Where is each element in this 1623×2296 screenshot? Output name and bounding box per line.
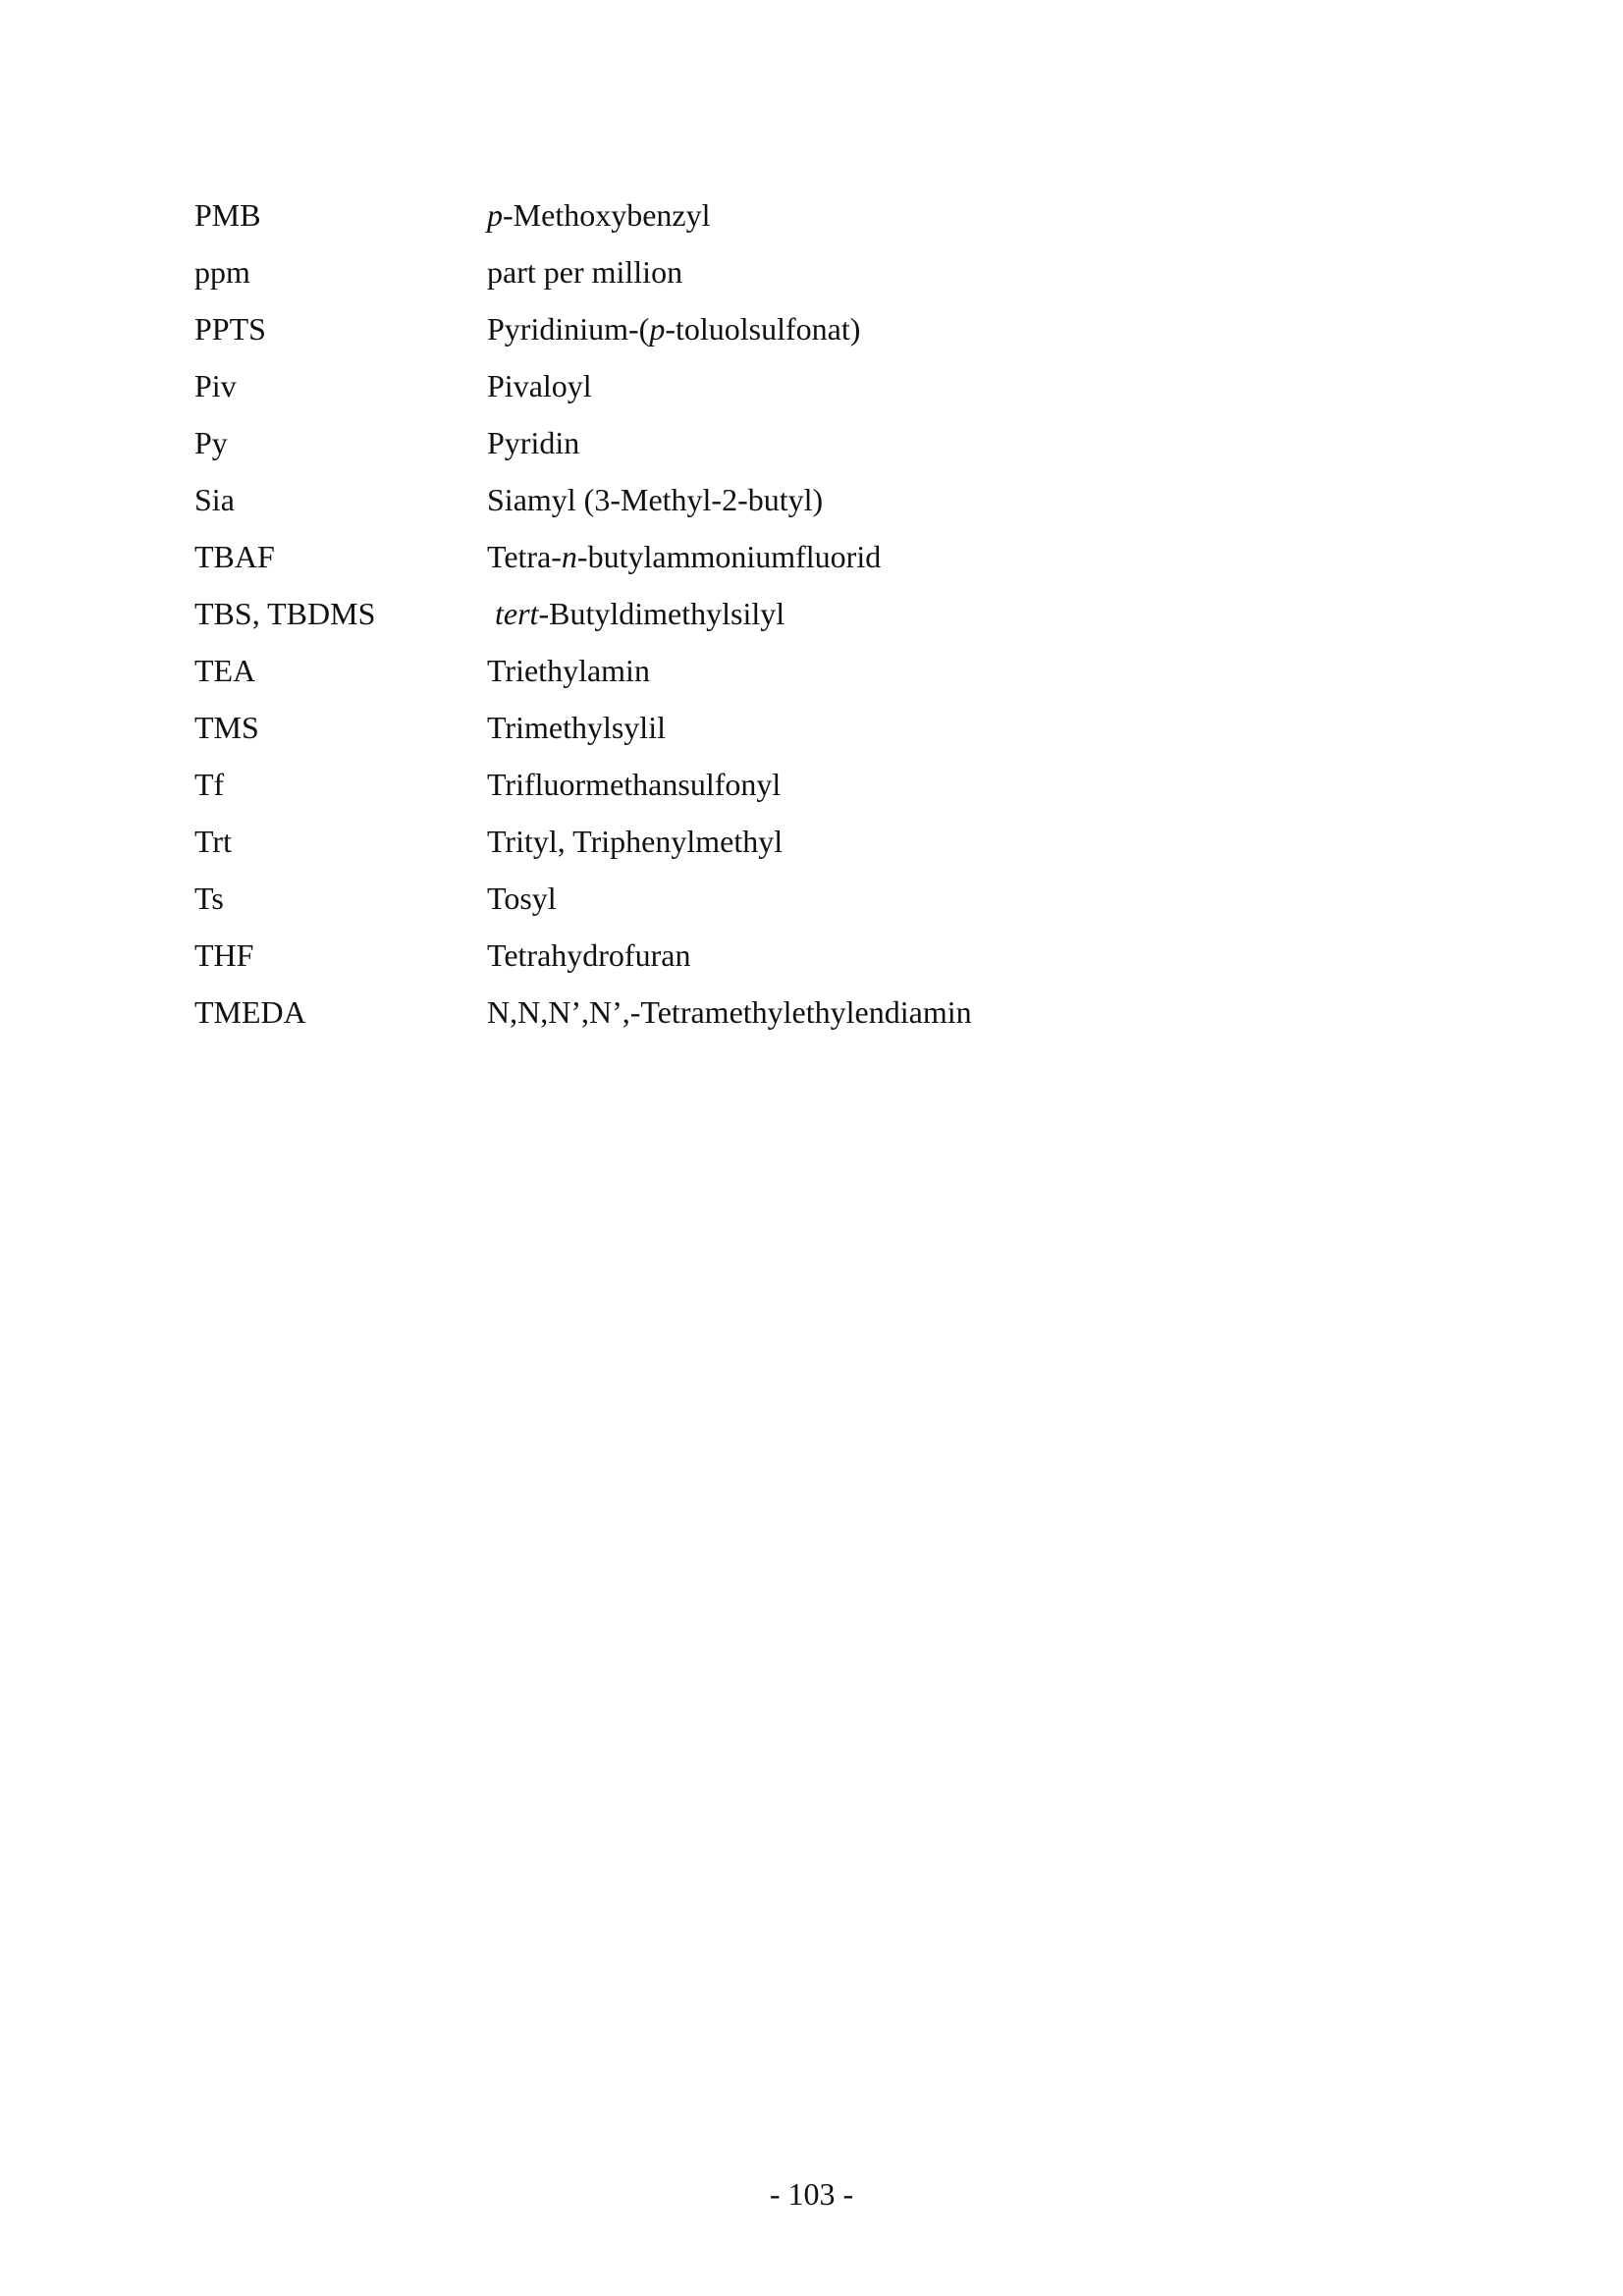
abbreviation-row (194, 699, 1422, 756)
abbreviation-term: TBS, TBDMS (194, 596, 376, 631)
abbreviation-definition: p-Methoxybenzyl (487, 197, 711, 233)
abbreviation-term: Tf (194, 767, 225, 802)
abbreviation-definition: tert-Butyldimethylsilyl (495, 596, 785, 631)
abbreviation-definition: N,N,N’,N’,-Tetramethylethylendiamin (487, 994, 972, 1030)
abbreviation-definition: Trifluormethansulfonyl (487, 767, 782, 802)
abbreviation-row (194, 870, 1422, 927)
abbreviation-term: Trt (194, 824, 232, 859)
abbreviation-definition: Pyridinium-(p-toluolsulfonat) (487, 311, 861, 347)
abbreviation-definition: Trityl, Triphenylmethyl (487, 824, 784, 859)
abbreviation-row (194, 528, 1422, 585)
abbreviation-row (194, 927, 1422, 984)
abbreviation-term: PMB (194, 197, 261, 233)
abbreviation-row (194, 357, 1422, 414)
abbreviation-term: Py (194, 425, 228, 460)
abbreviation-definition: part per million (487, 254, 683, 290)
abbreviation-term: TMS (194, 710, 259, 745)
abbreviation-term: PPTS (194, 311, 266, 347)
abbreviation-definition: Triethylamin (487, 653, 650, 688)
abbreviation-definition: Tetrahydrofuran (487, 937, 691, 973)
abbreviation-term: TMEDA (194, 994, 306, 1030)
abbreviation-list (194, 187, 1422, 1041)
abbreviation-row (194, 756, 1422, 813)
abbreviation-row (194, 187, 1422, 243)
abbreviation-definition: Trimethylsylil (487, 710, 666, 745)
abbreviation-row (194, 585, 1422, 642)
abbreviation-term: Piv (194, 368, 237, 403)
abbreviation-row (194, 414, 1422, 471)
abbreviation-row (194, 813, 1422, 870)
abbreviation-row (194, 243, 1422, 300)
abbreviation-term: TBAF (194, 539, 275, 574)
abbreviation-term: THF (194, 937, 254, 973)
abbreviation-definition: Siamyl (3-Methyl-2-butyl) (487, 482, 824, 517)
abbreviation-row (194, 984, 1422, 1041)
abbreviation-row (194, 300, 1422, 357)
abbreviation-term: TEA (194, 653, 256, 688)
abbreviation-row (194, 471, 1422, 528)
abbreviation-definition: Tosyl (487, 881, 557, 916)
page-number: - 103 - (769, 2176, 854, 2212)
abbreviation-definition: Tetra-n-butylammoniumfluorid (487, 539, 882, 574)
abbreviation-term: Sia (194, 482, 235, 517)
abbreviation-definition: Pivaloyl (487, 368, 592, 403)
abbreviation-definition: Pyridin (487, 425, 580, 460)
abbreviation-row (194, 642, 1422, 699)
abbreviation-term: ppm (194, 254, 250, 290)
abbreviation-term: Ts (194, 881, 224, 916)
